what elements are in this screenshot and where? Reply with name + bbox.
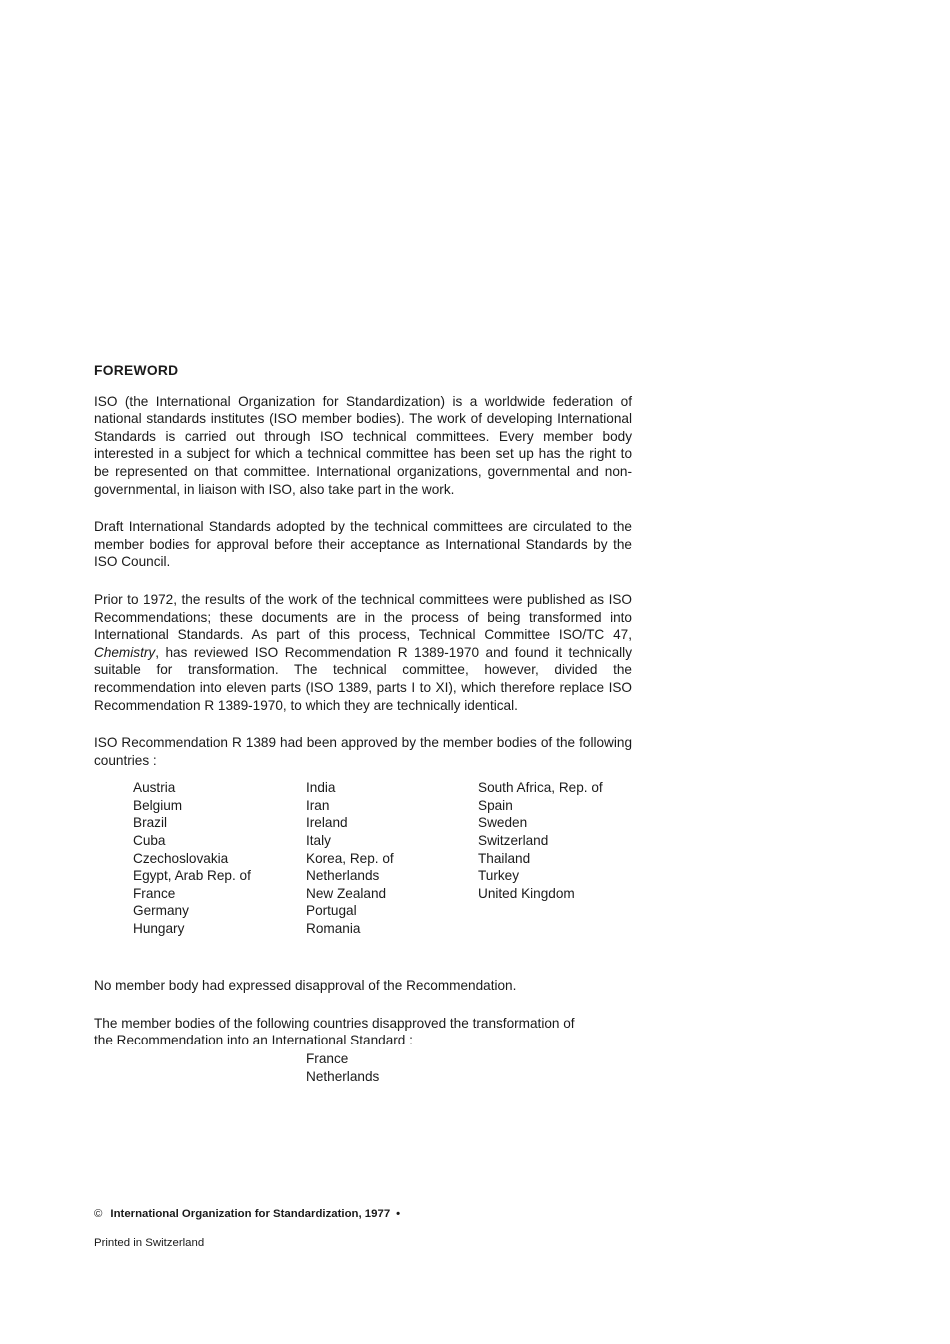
country-item: New Zealand [306,885,387,901]
country-item: Portugal [306,903,357,919]
countries-column-1 [133,779,251,937]
paragraph-no-disapproval: No member body had expressed disapproval of the Recommendation. [94,978,517,994]
country-item: Spain [478,797,513,813]
country-item: Sweden [478,815,528,831]
committee-name-italic: Chemistry [94,644,156,660]
copyright-symbol: © [94,1208,103,1220]
country-item: Belgium [133,797,183,813]
country-item: Austria [133,780,176,796]
country-item: United Kingdom [478,885,575,901]
copyright-text: International Organization for Standardization, 1977 [110,1208,391,1220]
country-item: Korea, Rep. of [306,850,394,866]
printed-in-line: Printed in Switzerland [94,1237,205,1249]
paragraph-approval-intro: ISO Recommendation R 1389 had been approved by the member bodies of the following countries : [94,735,632,768]
country-item: Romania [306,921,361,937]
paragraph-transformation-part2: , has reviewed ISO Recommendation R 1389-1970 and found it technically suitable for transformation. The technical committee, however, divided the recommendation into eleven parts (ISO 1389, parts I to XI), which therefore replace ISO Recommendation R 1389-1970, to which they are technically identical. [94,644,632,713]
country-item: Switzerland [478,833,549,849]
countries-column-3 [478,779,603,902]
country-item: Czechoslovakia [133,850,229,866]
country-item: Egypt, Arab Rep. of [133,868,251,884]
disapproval-line-2: the Recommendation into an International Standard : [94,1033,413,1045]
country-item: Germany [133,903,189,919]
paragraph-transformation-part1: Prior to 1972, the results of the work of the technical committees were published as ISO Recommendations; these documents are in the process of being transformed into International Standards. As part of this process, Technical Committee ISO/TC 47, [94,591,632,643]
country-item: Thailand [478,850,531,866]
country-item: France [306,1051,349,1067]
country-item: Italy [306,833,331,849]
paragraph-draft-standards: Draft International Standards adopted by the technical committees are circulated to the member bodies for approval before their acceptance as International Standards by the ISO Council. [94,519,632,570]
copyright-line [94,1208,400,1220]
disapproving-countries-list [306,1050,632,1085]
country-item: India [306,780,336,796]
country-item: Ireland [306,815,348,831]
disapproval-line-1: The member bodies of the following countries disapproved the transformation of [94,1015,575,1031]
country-item: Netherlands [306,1069,380,1085]
country-item: Cuba [133,833,166,849]
paragraph-iso-description: ISO (the International Organization for Standardization) is a worldwide federation of national standards institutes (ISO member bodies). The work of developing International Standards is carried out through ISO technical committees. Every member body interested in a subject for which a technical committee has been set up has the right to be represented on that committee. International organizations, governmental and non-governmental, in liaison with ISO, also take part in the work. [94,393,632,497]
countries-column-2 [306,779,394,937]
country-item: South Africa, Rep. of [478,780,603,796]
approving-countries-list [94,779,632,963]
foreword-heading: FOREWORD [94,363,179,378]
country-item: Iran [306,797,330,813]
paragraph-disapproval-intro [94,1015,632,1045]
country-item: Brazil [133,815,167,831]
country-item: Netherlands [306,868,380,884]
paragraph-transformation [94,591,632,714]
country-item: France [133,885,176,901]
country-item: Hungary [133,921,185,937]
country-item: Turkey [478,868,520,884]
bullet-mark: • [396,1208,401,1220]
foreword-section [94,362,632,1086]
